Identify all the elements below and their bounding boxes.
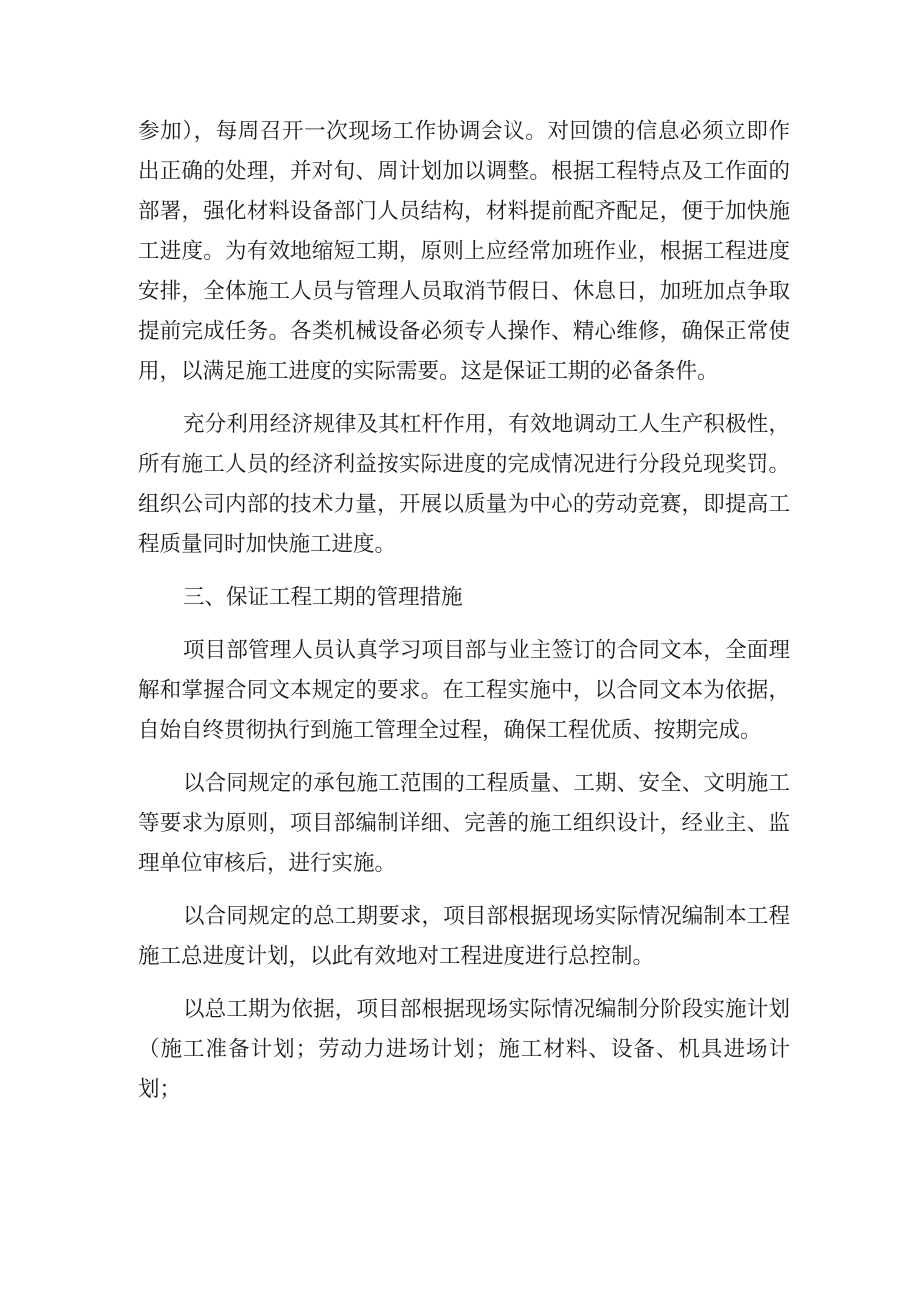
paragraph-phased-plan: 以总工期为依据，项目部根据现场实际情况编制分阶段实施计划（施工准备计划；劳动力进场计划；施工材料、设备、机具进场计划； — [138, 997, 790, 1102]
paragraph-schedule-coordination: 参加），每周召开一次现场工作协调会议。对回馈的信息必须立即作出正确的处理，并对旬、周计划加以调整。根据工程特点及工作面的部署，强化材料设备部门人员结构，材料提前配齐配足，便于加快施工进度。为有效地缩短工期，原则上应经常加班作业，根据工程进度安排，全体施工人员与管理人员取消节假日、休息日，加班加点争取提前完成任务。各类机械设备必须专人操作、精心维修，确保正常使用，以满足施工进度的实际需要。这是保证工期的必备条件。 — [138, 119, 790, 384]
paragraph-construction-design: 以合同规定的承包施工范围的工程质量、工期、安全、文明施工等要求为原则，项目部编制详细、完善的施工组织设计，经业主、监理单位审核后，进行实施。 — [138, 771, 790, 876]
paragraph-contract-study: 项目部管理人员认真学习项目部与业主签订的合同文本，全面理解和掌握合同文本规定的要求。在工程实施中，以合同文本为依据，自始自终贯彻执行到施工管理全过程，确保工程优质、按期完成。 — [138, 638, 790, 743]
section-heading-management-measures: 三、保证工程工期的管理措施 — [183, 585, 463, 610]
paragraph-economic-incentives: 充分利用经济规律及其杠杆作用，有效地调动工人生产积极性，所有施工人员的经济利益按实际进度的完成情况进行分段兑现奖罚。组织公司内部的技术力量，开展以质量为中心的劳动竞赛，即提高工程质量同时加快施工进度。 — [138, 412, 790, 557]
document-body — [138, 112, 790, 1123]
paragraph-master-schedule: 以合同规定的总工期要求，项目部根据现场实际情况编制本工程施工总进度计划，以此有效地对工程进度进行总控制。 — [138, 904, 790, 969]
